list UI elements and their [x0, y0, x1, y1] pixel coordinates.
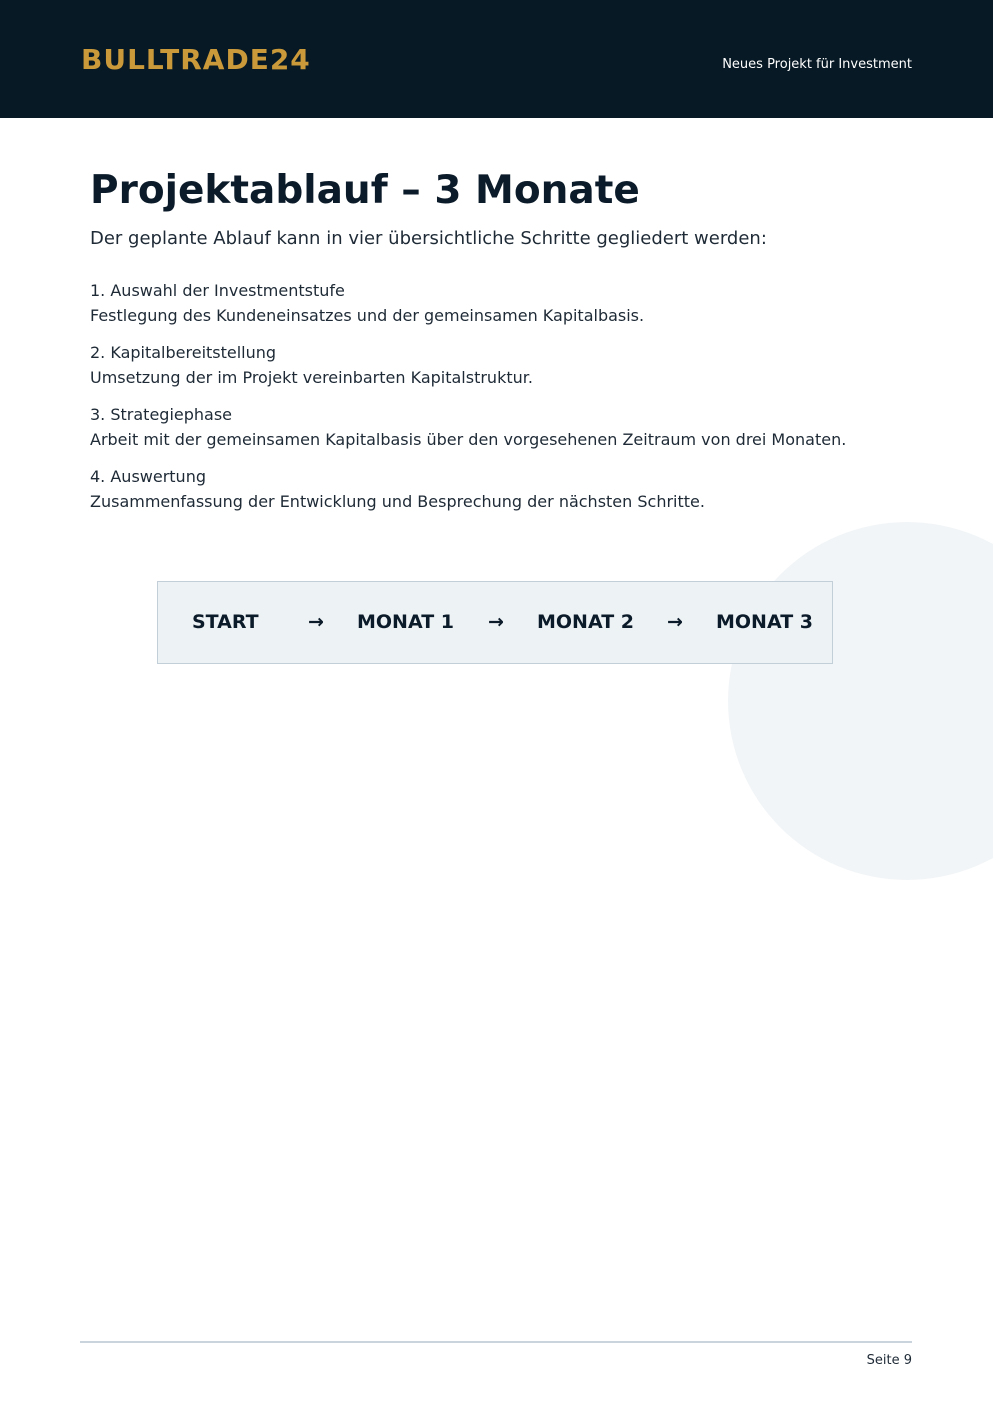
step-item: [90, 464, 910, 514]
steps-list: [90, 278, 910, 514]
arrow-right-icon: →: [488, 611, 504, 633]
header-tagline: Neues Projekt für Investment: [722, 57, 912, 72]
step-description: Zusammenfassung der Entwicklung und Besprechung der nächsten Schritte.: [90, 492, 705, 511]
step-item: [90, 278, 910, 328]
arrow-right-icon: →: [667, 611, 683, 633]
step-item: [90, 402, 910, 452]
arrow-right-icon: →: [308, 611, 324, 633]
timeline-stage-month-2: MONAT 2: [537, 611, 634, 633]
decorative-circle: [728, 522, 993, 880]
step-description: Festlegung des Kundeneinsatzes und der gemeinsamen Kapitalbasis.: [90, 306, 645, 325]
timeline-stage-month-3: MONAT 3: [716, 611, 813, 633]
main-content: [90, 168, 910, 526]
step-title: 1. Auswahl der Investmentstufe: [90, 281, 345, 300]
page-header: [0, 0, 993, 118]
step-description: Arbeit mit der gemeinsamen Kapitalbasis über den vorgesehenen Zeitraum von drei Monaten.: [90, 430, 847, 449]
footer-divider: [80, 1341, 912, 1343]
timeline-stage-start: START: [192, 611, 259, 633]
timeline-stage-month-1: MONAT 1: [357, 611, 454, 633]
page-title: Projektablauf – 3 Monate: [90, 168, 640, 213]
page-number: Seite 9: [866, 1353, 912, 1368]
step-title: 3. Strategiephase: [90, 405, 233, 424]
step-description: Umsetzung der im Projekt vereinbarten Kapitalstruktur.: [90, 368, 533, 387]
timeline-box: [157, 581, 833, 664]
intro-text: Der geplante Ablauf kann in vier übersichtliche Schritte gegliedert werden:: [90, 228, 767, 249]
step-title: 2. Kapitalbereitstellung: [90, 343, 277, 362]
brand-logo: BULLTRADE24: [81, 43, 311, 76]
step-title: 4. Auswertung: [90, 467, 206, 486]
step-item: [90, 340, 910, 390]
